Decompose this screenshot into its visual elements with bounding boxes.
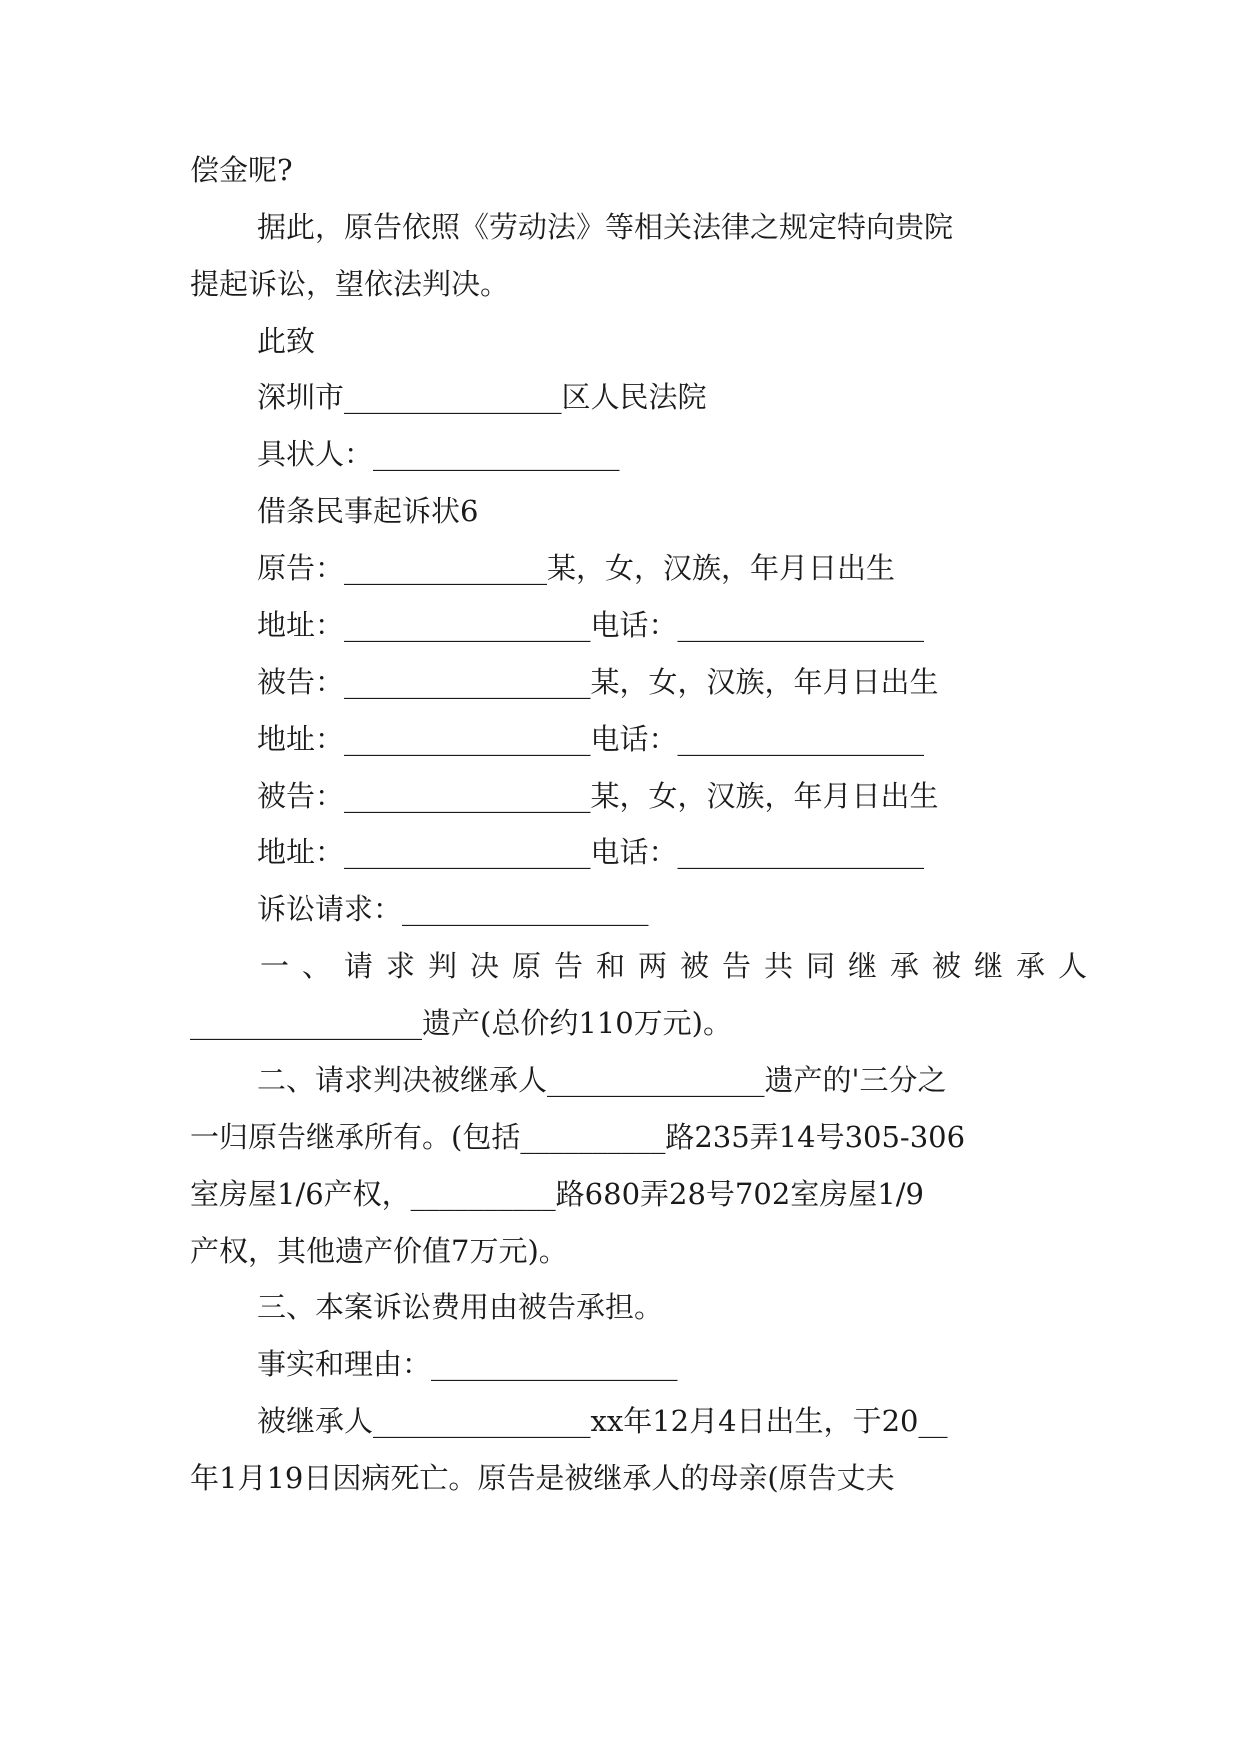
text-line-11: 地址：_________________电话：_________________ — [257, 722, 925, 756]
text-line-24: 年1月19日因病死亡。原告是被继承人的母亲(原告丈夫 — [190, 1461, 895, 1495]
text-line-8: 原告：______________某，女，汉族，年月日出生 — [257, 551, 896, 585]
text-line-14: 诉讼请求：_________________ — [257, 892, 649, 926]
text-line-18: 一归原告继承所有。(包括__________路235弄14号305-306 — [190, 1120, 966, 1154]
text-line-3: 提起诉讼，望依法判决。 — [190, 267, 510, 301]
text-line-17: 二、请求判决被继承人_______________遗产的'三分之 — [257, 1063, 947, 1097]
text-line-21: 三、本案诉讼费用由被告承担。 — [257, 1290, 664, 1324]
text-line-6: 具状人：_________________ — [257, 437, 620, 471]
text-line-10: 被告：_________________某，女，汉族，年月日出生 — [257, 665, 939, 699]
text-line-9: 地址：_________________电话：_________________ — [257, 608, 925, 642]
text-line-13: 地址：_________________电话：_________________ — [257, 835, 925, 869]
text-line-4: 此致 — [257, 324, 316, 358]
text-line-1: 偿金呢? — [190, 153, 293, 187]
text-line-23: 被继承人_______________xx年12月4日出生，于20__ — [257, 1404, 948, 1438]
text-line-12: 被告：_________________某，女，汉族，年月日出生 — [257, 779, 939, 813]
text-line-7: 借条民事起诉状6 — [257, 494, 479, 528]
text-line-19: 室房屋1/6产权，__________路680弄28号702室房屋1/9 — [190, 1177, 924, 1211]
text-line-2: 据此，原告依照《劳动法》等相关法律之规定特向贵院 — [257, 210, 954, 244]
text-line-20: 产权，其他遗产价值7万元)。 — [190, 1234, 568, 1268]
text-line-16: ________________遗产(总价约110万元)。 — [190, 1006, 732, 1040]
text-line-5: 深圳市_______________区人民法院 — [257, 380, 707, 414]
text-line-22: 事实和理由：_________________ — [257, 1347, 678, 1381]
text-line-15: 一、请求判决原告和两被告共同继承被继承人 — [260, 949, 1101, 983]
